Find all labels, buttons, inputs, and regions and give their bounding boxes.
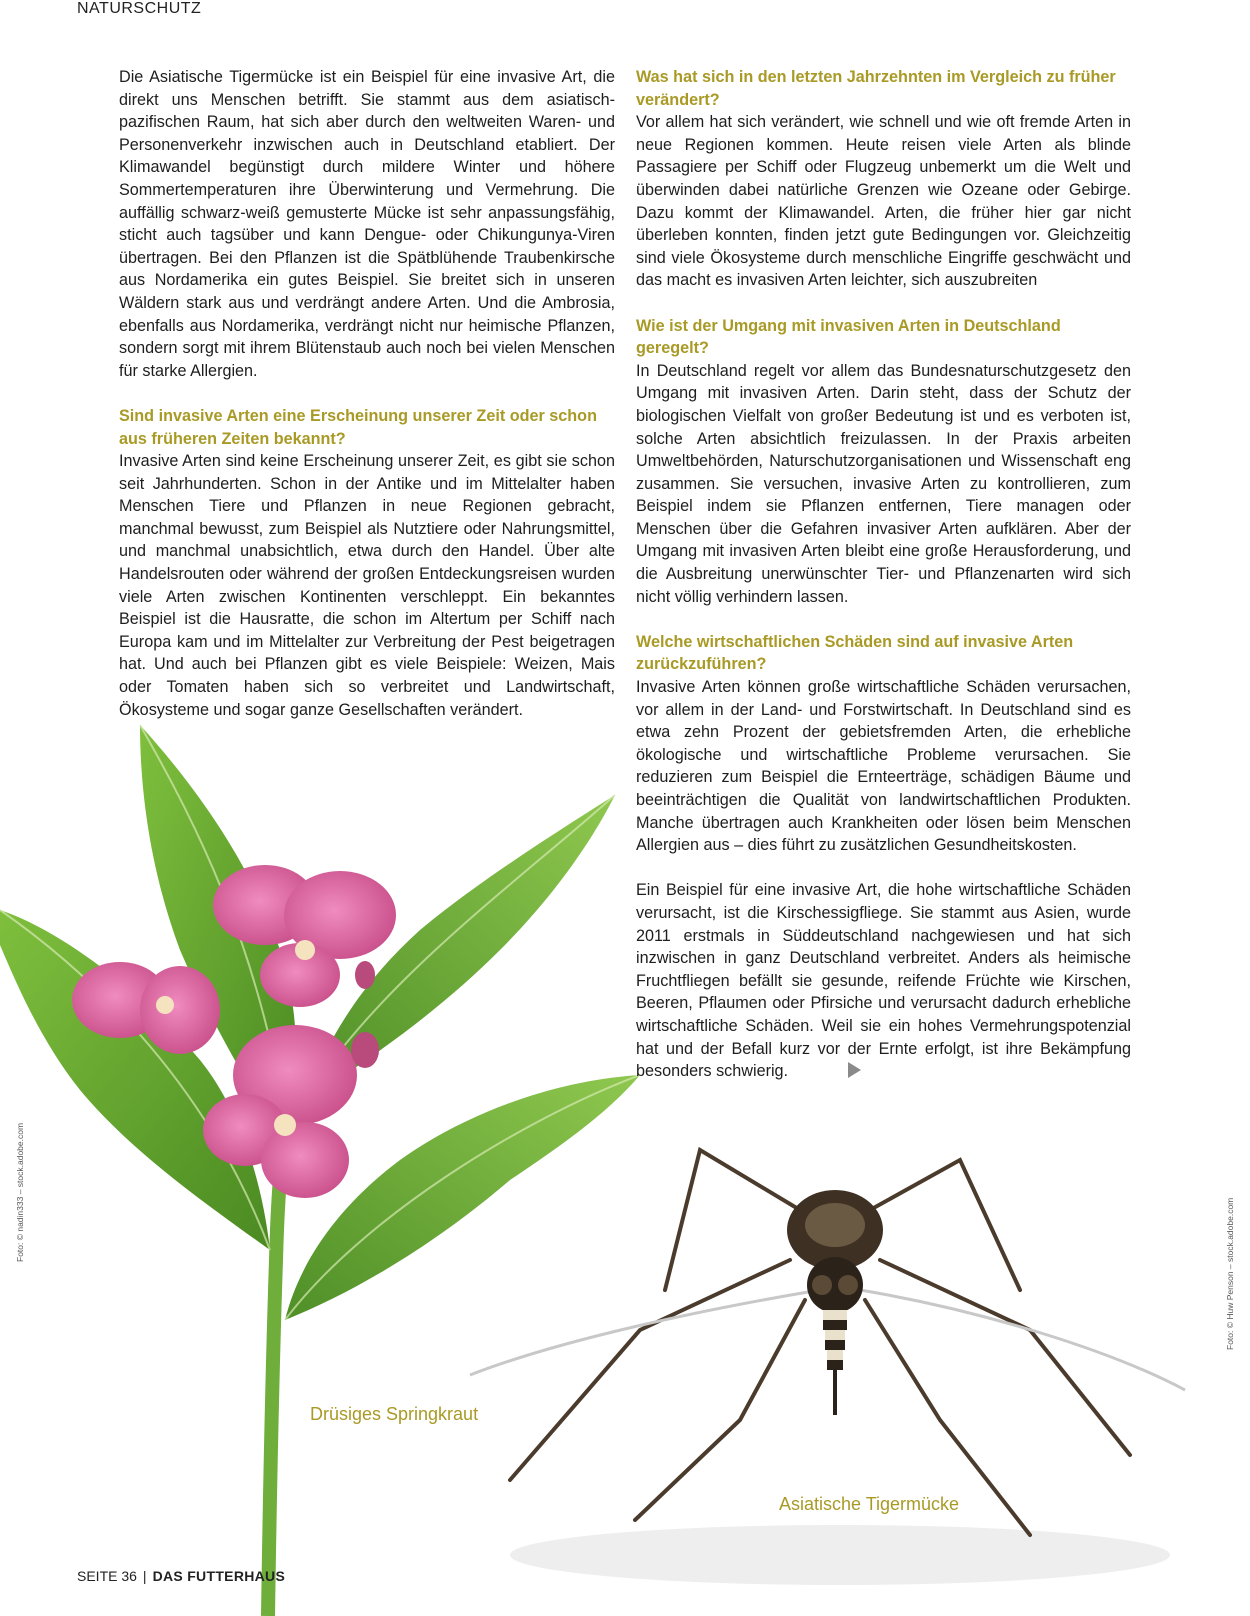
page-footer [77,1568,285,1584]
footer-separator: | [142,1568,147,1584]
plant-photo-credit: Foto: © nadin333 – stock.adobe.com [15,1122,25,1262]
page-number: SEITE 36 [77,1568,137,1584]
section-label: NATURSCHUTZ [77,0,202,17]
answer-5-paragraph [636,879,1131,1082]
answer-4-paragraph: Invasive Arten können große wirtschaftliche Schäden verursachen, vor allem in der Land- und Forstwirtschaft. In Deutschland sind es etwa zehn Prozent der gebietsfremden Arten, die erhebliche ökologische und wirtschaftliche Probleme verursachen. Sie reduzieren zum Beispiel die Ernteerträge, schädigen Bäume und beeinträchtigen die Qualität von landwirtschaftlichen Produkten. Manche übertragen auch Krankheiten oder lösen beim Menschen Allergien aus – dies führt zu zusätzlichen Gesundheitskosten. [636,678,1131,855]
answer-2-paragraph: Vor allem hat sich verändert, wie schnell und wie oft fremde Arten in neue Regionen kommen. Heute reisen viele Arten als blinde Passagiere per Schiff oder Flugzeug unbemerkt um die Welt und überwinden dabei natürliche Grenzen wie Ozeane oder Gebirge. Dazu kommt der Klimawandel. Arten, die früher hier gar nicht überleben konnten, finden jetzt gute Bedingungen vor. Gleichzeitig sind viele Ökosysteme durch menschliche Eingriffe geschwächt und das macht es invasiven Arten leichter, sich auszubreiten [636,113,1131,290]
question-2-heading: Was hat sich in den letzten Jahrzehnten im Vergleich zu früher verändert? [636,68,1116,109]
plant-image [0,725,640,1616]
leaf-lower-right [285,1075,640,1320]
plant-caption: Drüsiges Springkraut [310,1404,479,1424]
question-3-heading: Wie ist der Umgang mit invasiven Arten in Deutschland geregelt? [636,316,1061,358]
continue-arrow-icon [848,1062,861,1078]
right-column [636,66,1131,1083]
answer-1-paragraph: Invasive Arten sind keine Erscheinung unserer Zeit, es gibt sie schon seit Jahrhunderten. Schon in der Antike und im Mittelalter haben Menschen Tiere und Pflanzen in neue Regionen gebracht, manchmal bewusst, zum Beispiel als Nutztiere oder Nahrungsmittel, und manchmal unabsichtlich, etwa durch den Handel. Über alte Handelsrouten oder während der großen Entdeckungsreisen wurden viele Arten zwischen Kontinenten verschleppt. Ein bekanntes Beispiel ist die Hausratte, die schon im Altertum per Schiff nach Europa kam und im Mittelalter zur Verbreitung der Pest beigetragen hat. Und auch bei Pflanzen gibt es viele Beispiele: Weizen, Mais oder Tomaten haben sich so verbreitet und Landwirtschaft, Ökosysteme und sogar ganze Gesellschaften verändert. [119,452,615,719]
question-1-heading: Sind invasive Arten eine Erscheinung unserer Zeit oder schon aus früheren Zeiten bekannt? [119,406,597,448]
mosquito-image [470,1150,1185,1585]
mosquito-caption: Asiatische Tigermücke [779,1494,960,1514]
intro-paragraph: Die Asiatische Tigermücke ist ein Beispiel für eine invasive Art, die direkt uns Menschen betrifft. Sie stammt aus dem asiatisch-pazifischen Raum, hat sich aber durch den weltweiten Waren- und Personenverkehr inzwischen auch in Deutschland etabliert. Der Klimawandel begünstigt durch mildere Winter und höhere Sommertemperaturen ihre Überwinterung und Vermehrung. Die auffällig schwarz-weiß gemusterte Mücke ist sehr anpassungsfähig, sticht auch tagsüber und kann Dengue- oder Chikungunya-Viren übertragen. Bei den Pflanzen ist die Spätblühende Traubenkirsche aus Nordamerika ein gutes Beispiel. Sie breitet sich in unseren Wäldern stark aus und verdrängt andere Arten. Und die Ambrosia, ebenfalls aus Nordamerika, verdrängt nicht nur heimische Pflanzen, sondern sorgt mit ihrem Blütenstaub auch noch bei vielen Menschen für starke Allergien. [119,68,615,380]
question-4-heading: Welche wirtschaftlichen Schäden sind auf invasive Arten zurückzuführen? [636,632,1074,674]
answer-5-text: Ein Beispiel für eine invasive Art, die hohe wirtschaftliche Schäden verursacht, ist die Kirschessigfliege. Sie stammt aus Asien, wurde 2011 erstmals in Süddeutschland nachgewiesen und hat sich inzwischen in ganz Deutschland verbreitet. Anders als heimische Fruchtfliegen befällt sie gesunde, reifende Früchte wie Kirschen, Beeren, Pflaumen oder Pfirsiche und verursacht dadurch erhebliche wirtschaftliche Schäden. Weil sie ein hohes Vermehrungspotenzial hat und der Befall kurz vor der Ernte erfolgt, ist ihre Bekämpfung besonders schwierig. [636,881,1131,1081]
answer-3-paragraph: In Deutschland regelt vor allem das Bundesnaturschutzgesetz den Umgang mit invasiven Arten. Darin steht, dass der Schutz der biologischen Vielfalt von großer Bedeutung ist und es verboten ist, solche Arten absichtlich freizulassen. In der Praxis arbeiten Umweltbehörden, Naturschutzorganisationen und Wissenschaft eng zusammen. Sie versuchen, invasive Arten zu kontrollieren, zum Beispiel indem sie Pflanzen entfernen, Tiere managen oder Menschen über die Gefahren invasiver Arten aufklären. Aber der Umgang mit invasiven Arten bleibt eine große Herausforderung, und die Ausbreitung unerwünschter Tier- und Pflanzenarten wird sich nicht völlig verhindern lassen. [636,361,1131,606]
magazine-brand: DAS FUTTERHAUS [152,1568,286,1584]
left-column [119,66,615,721]
mosquito-photo-credit: Foto: © Huw Penson – stock.adobe.com [1225,1197,1235,1350]
